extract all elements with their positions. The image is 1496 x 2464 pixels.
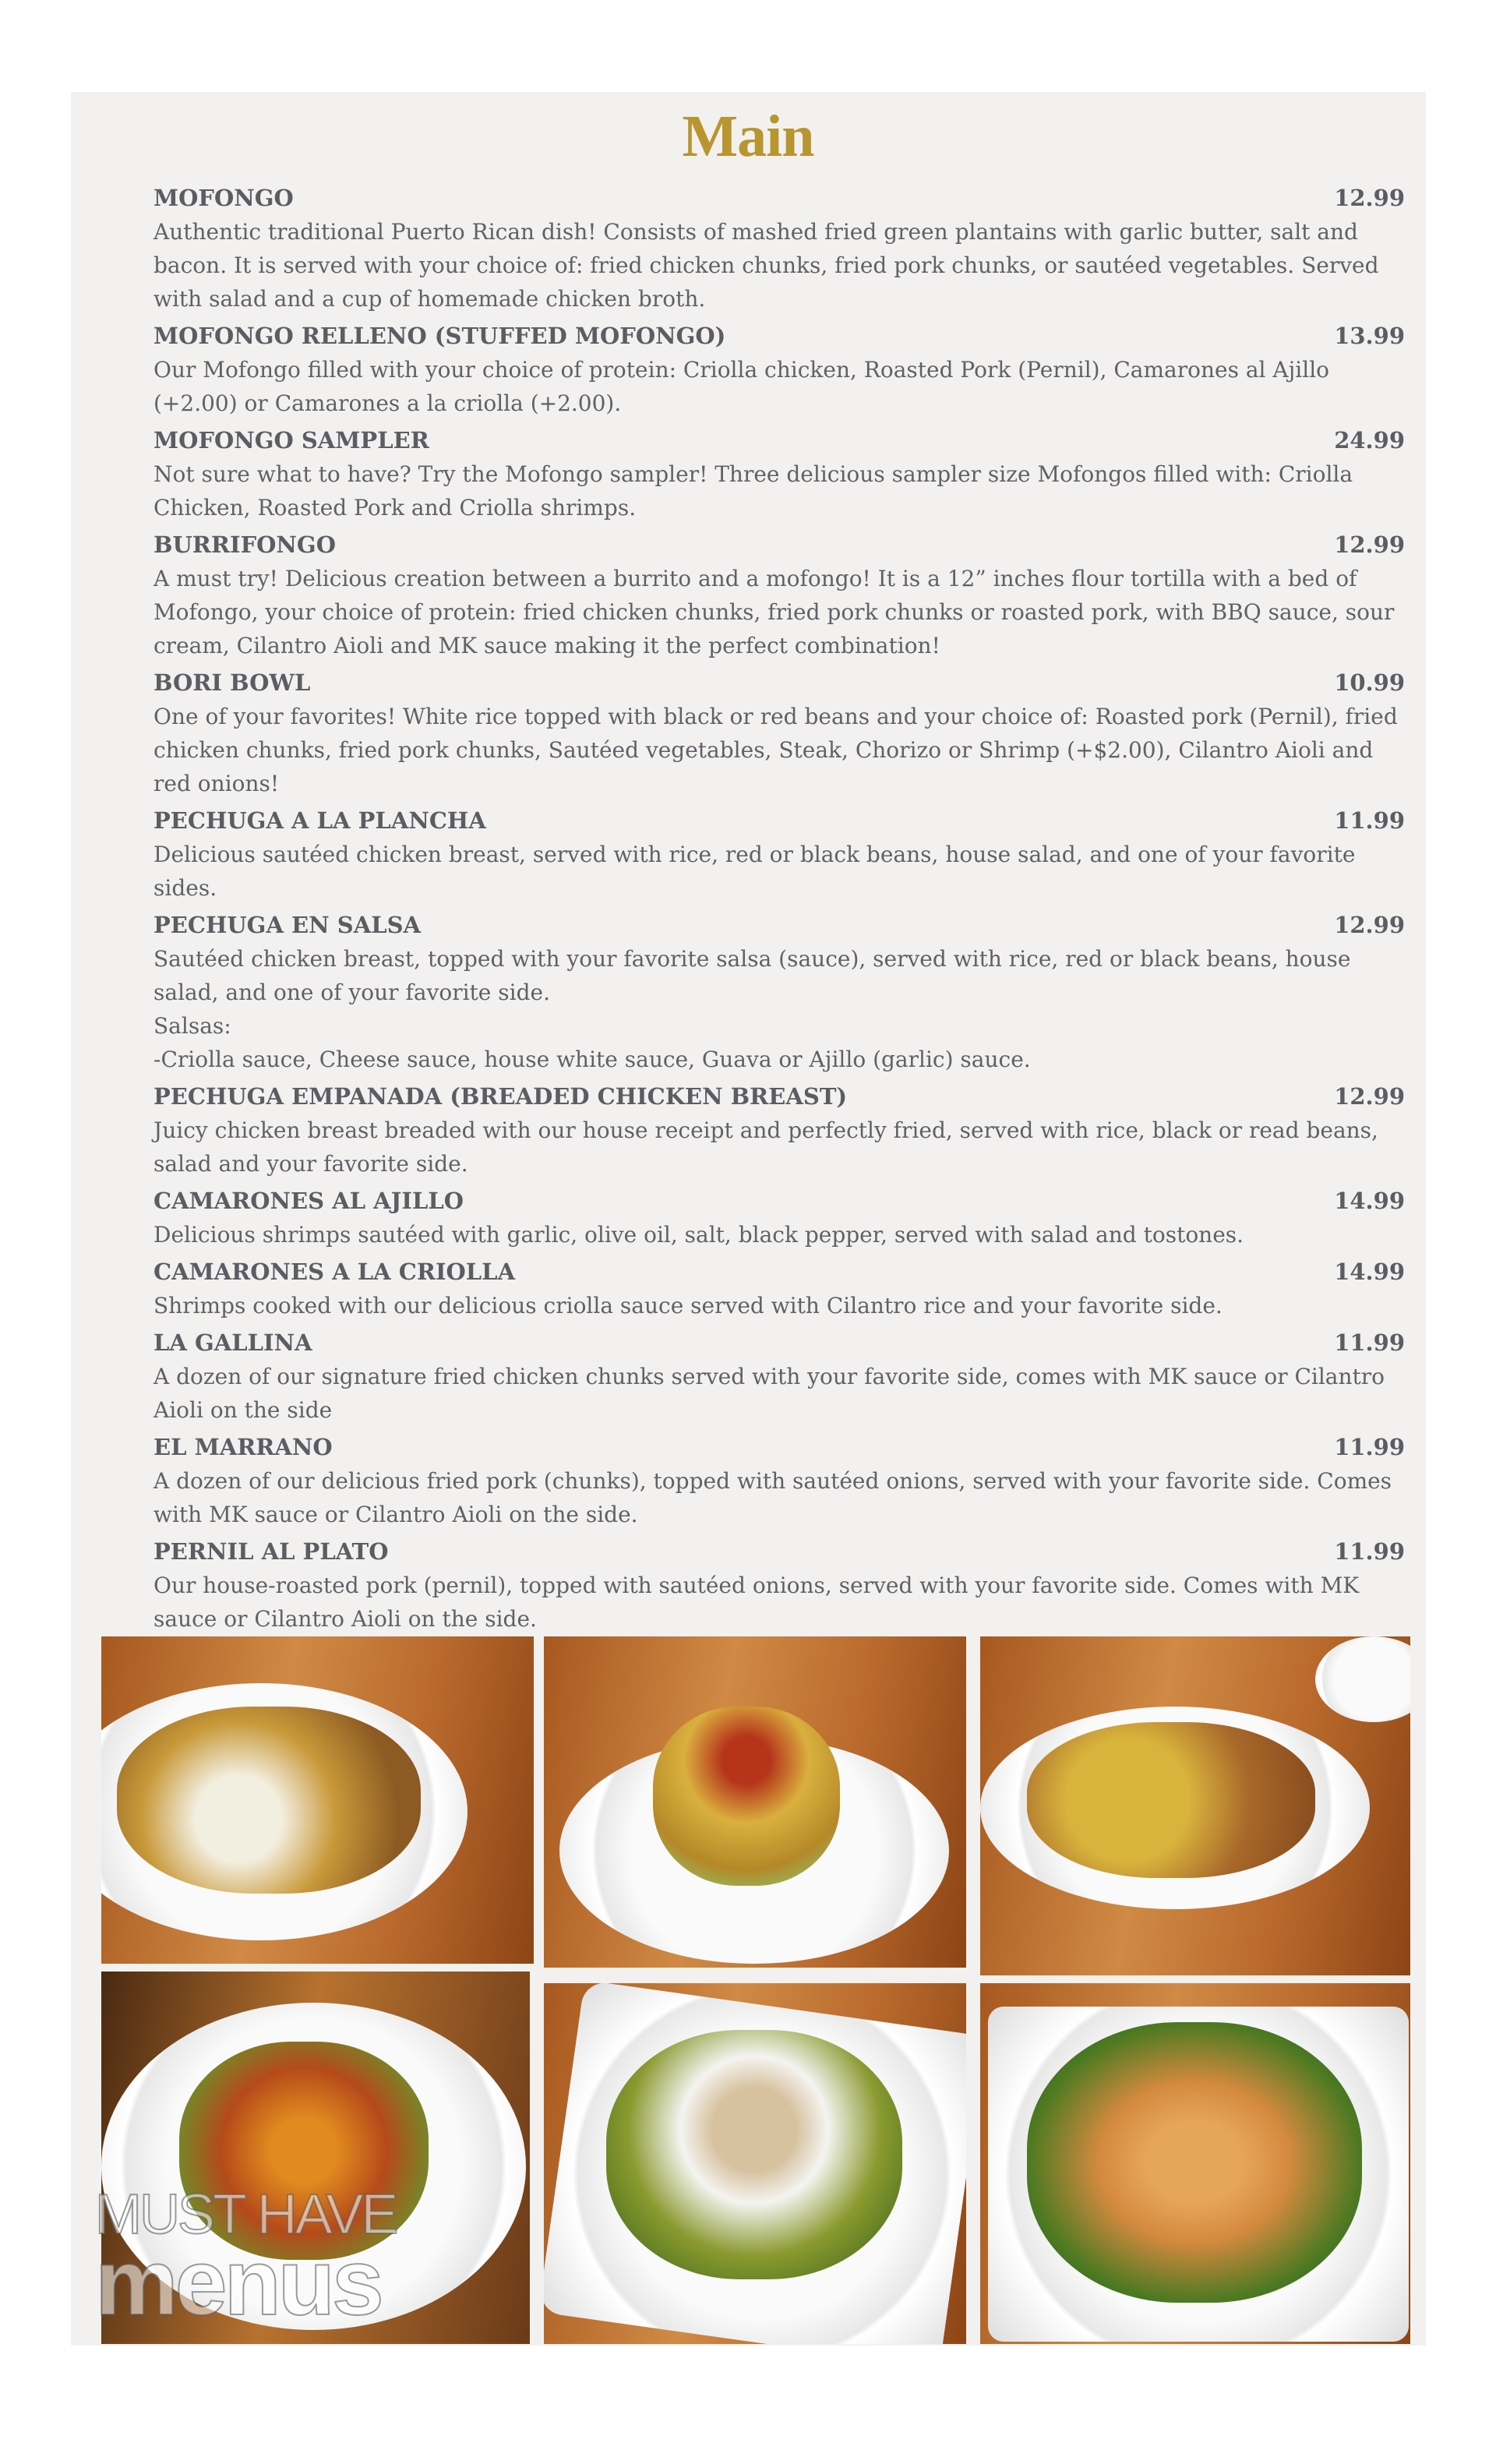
menu-item-header bbox=[153, 665, 1405, 700]
menu-item bbox=[153, 528, 1405, 662]
menu-item-name: BORI BOWL bbox=[153, 669, 311, 696]
menu-item-description: Juicy chicken breast breaded with our house receipt and perfectly fried, served with rice, black or read beans, salad and your favorite side. bbox=[153, 1117, 1378, 1177]
menu-item-header bbox=[153, 1326, 1405, 1360]
menu-item-description: Not sure what to have? Try the Mofongo sampler! Three delicious sampler size Mofongos filled with: Criolla Chicken, Roasted Pork and Criolla shrimps. bbox=[153, 461, 1353, 521]
menu-item-name: LA GALLINA bbox=[153, 1329, 312, 1356]
menu-item-description: A dozen of our signature fried chicken chunks served with your favorite side, comes with MK sauce or Cilantro Aioli on the side bbox=[153, 1364, 1385, 1423]
menu-item-price: 14.99 bbox=[1334, 1258, 1405, 1285]
menu-item-name: PECHUGA EMPANADA (BREADED CHICKEN BREAST) bbox=[153, 1083, 848, 1110]
menu-item-name: PERNIL AL PLATO bbox=[153, 1538, 389, 1565]
menu-item-price: 12.99 bbox=[1334, 912, 1405, 938]
menu-item-description: Sautéed chicken breast, topped with your favorite salsa (sauce), served with rice, red or black beans, house salad, and one of your favorite side. Salsas: -Criolla sauce, Cheese sauce, house white sauce, Guava or Ajillo (garlic) sauce. bbox=[153, 946, 1351, 1072]
food-photo-pechuga-plancha bbox=[544, 1983, 966, 2344]
menu-item bbox=[153, 181, 1405, 316]
menu-item-header bbox=[153, 803, 1405, 838]
menu-item-name: BURRIFONGO bbox=[153, 531, 336, 558]
food-photo-mofongo-chicharron bbox=[980, 1636, 1410, 1975]
menu-item-price: 11.99 bbox=[1334, 807, 1405, 834]
menu-item-price: 13.99 bbox=[1334, 323, 1405, 349]
menu-item bbox=[153, 1430, 1405, 1531]
menu-item-header bbox=[153, 908, 1405, 942]
menu-item-price: 11.99 bbox=[1334, 1434, 1405, 1460]
menu-item-price: 11.99 bbox=[1334, 1538, 1405, 1565]
menu-item-name: MOFONGO RELLENO (STUFFED MOFONGO) bbox=[153, 323, 726, 349]
menu-item-description: Our Mofongo filled with your choice of protein: Criolla chicken, Roasted Pork (Pernil), Camarones al Ajillo (+2.00) or Camarones a la criolla (+2.00). bbox=[153, 357, 1330, 416]
menu-item-description: Delicious shrimps sautéed with garlic, olive oil, salt, black pepper, served with salad and tostones. bbox=[153, 1222, 1244, 1248]
food-photo-camarones-ajillo bbox=[980, 1983, 1410, 2344]
menu-item-header bbox=[153, 1079, 1405, 1114]
menu-item bbox=[153, 1184, 1405, 1251]
menu-item bbox=[153, 1534, 1405, 1636]
menu-item-header bbox=[153, 1184, 1405, 1218]
menu-item-price: 12.99 bbox=[1334, 1083, 1405, 1110]
menu-item-header bbox=[153, 181, 1405, 215]
food-photo-fried-pork-tostones bbox=[101, 1636, 534, 1964]
food-photo-mofongo-relleno bbox=[544, 1636, 966, 1968]
menu-item-price: 11.99 bbox=[1334, 1329, 1405, 1356]
menu-item-price: 24.99 bbox=[1334, 427, 1405, 454]
menu-item-description: Authentic traditional Puerto Rican dish! Consists of mashed fried green plantains with garlic butter, salt and bacon. It is served with your choice of: fried chicken chunks, fried pork chunks, or sautéed vegetables. Served with salad and a cup of homemade chicken broth. bbox=[153, 219, 1379, 312]
menu-item-name: MOFONGO SAMPLER bbox=[153, 427, 429, 454]
menu-item-header bbox=[153, 528, 1405, 562]
menu-item bbox=[153, 1326, 1405, 1427]
menu-item-header bbox=[153, 423, 1405, 457]
menu-item-name: CAMARONES A LA CRIOLLA bbox=[153, 1258, 516, 1285]
menu-item bbox=[153, 423, 1405, 524]
menu-item-name: MOFONGO bbox=[153, 185, 294, 211]
menu-item-name: PECHUGA A LA PLANCHA bbox=[153, 807, 486, 834]
menu-item-price: 10.99 bbox=[1334, 669, 1405, 696]
menu-item-description: Delicious sautéed chicken breast, served with rice, red or black beans, house salad, and one of your favorite sides. bbox=[153, 842, 1356, 901]
menu-item-header bbox=[153, 319, 1405, 353]
section-title: Main bbox=[682, 104, 814, 169]
menu-item bbox=[153, 665, 1405, 800]
menu-item bbox=[153, 908, 1405, 1076]
menu-item-description: A dozen of our delicious fried pork (chunks), topped with sautéed onions, served with your favorite side. Comes with MK sauce or Cilantro Aioli on the side. bbox=[153, 1468, 1392, 1527]
menu-item-name: PECHUGA EN SALSA bbox=[153, 912, 422, 938]
menu-item-description: One of your favorites! White rice topped with black or red beans and your choice of: Roasted pork (Pernil), fried chicken chunks, fried pork chunks, Sautéed vegetables, Steak, Chorizo or Shrimp (+$2.00), Cilantro Aioli and red onions! bbox=[153, 704, 1398, 796]
menu-item bbox=[153, 803, 1405, 905]
menu-item-name: EL MARRANO bbox=[153, 1434, 333, 1460]
menu-item-header bbox=[153, 1255, 1405, 1289]
menu-item bbox=[153, 319, 1405, 420]
menu-item-price: 14.99 bbox=[1334, 1188, 1405, 1214]
menu-item bbox=[153, 1079, 1405, 1181]
menu-item-header bbox=[153, 1430, 1405, 1464]
menu-item-description: Shrimps cooked with our delicious criolla sauce served with Cilantro rice and your favorite side. bbox=[153, 1293, 1223, 1318]
menu-item bbox=[153, 1255, 1405, 1322]
menu-item-description: A must try! Delicious creation between a burrito and a mofongo! It is a 12” inches flour tortilla with a bed of Mofongo, your choice of protein: fried chicken chunks, fried pork chunks or roasted pork, with BBQ sauce, sour cream, Cilantro Aioli and MK sauce making it the perfect combination! bbox=[153, 566, 1395, 658]
menu-item-price: 12.99 bbox=[1334, 185, 1405, 211]
must-have-menus-watermark-logo: MUST HAVE menus bbox=[95, 2183, 397, 2335]
menu-items bbox=[153, 181, 1405, 1639]
menu-item-name: CAMARONES AL AJILLO bbox=[153, 1188, 464, 1214]
menu-item-description: Our house-roasted pork (pernil), topped with sautéed onions, served with your favorite side. Comes with MK sauce or Cilantro Aioli on the side. bbox=[153, 1573, 1360, 1632]
menu-item-header bbox=[153, 1534, 1405, 1569]
menu-item-price: 12.99 bbox=[1334, 531, 1405, 558]
